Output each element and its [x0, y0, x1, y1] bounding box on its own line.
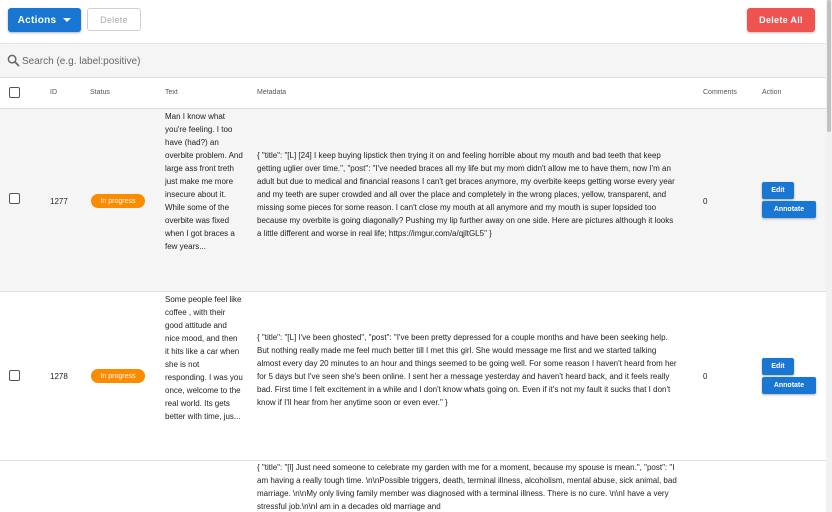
table-row — [0, 292, 826, 461]
search-input[interactable] — [22, 50, 422, 72]
header-metadata: Metadata — [257, 89, 287, 96]
row-metadata: { "title": "[l] Just need someone to celebrate my garden with me for a moment, because my spouse is mean.", "post": "I am having a really tough time. \n\nPossible triggers, death, terminal illness, alcoholism, mental abuse, sick animal, bad marriage. \n\nMy only living family member was diagnosed with a terminal illness. There is no cure. \n\nI have a very stressful job.\n\nI am in a decades old marriage and — [257, 463, 677, 511]
row-metadata: { "title": "[L] I've been ghosted", "post": "I've been pretty depressed for a couple months and have been seeking help. But nothing really made me feel much better till I met this girl. She would message me first and we started talking almost every day 20 minutes to an hour and things seemed to be going well. For some reason I haven't heard from her for 5 days but I've seen she's been online. I sent her a message yesterday and haven't heard back, and it feels really bad. First time I felt excitement in a while and I don't know whats going on. Even if it's not my fault it sucks that I don't know if I'll hear from her anytime soon or even ever." } — [257, 333, 677, 407]
header-text: Text — [165, 89, 178, 96]
row-text: Man I know what you're feeling. I too have (had?) an overbite problem. And large ass front treth just make me more insecure about it. While some of the overbite was fixed when I got braces a few years... — [165, 112, 243, 251]
delete-button[interactable]: Delete — [87, 8, 141, 31]
toolbar — [0, 0, 826, 44]
caret-down-icon — [63, 18, 71, 22]
search-icon — [7, 54, 20, 67]
status-badge: In progress — [91, 194, 145, 208]
row-metadata: { "title": "[L] [24] I keep buying lipstick then trying it on and feeling horrible about my mouth and bad teeth that keep getting uglier over time.", "post": "I've needed braces all my life but my mom didn't allow me to have them, now I'm an adult but due to medical and financial reasons I can't get braces anymore, my overbite keeps getting worse every year and my teeth are super crowded and all over the place and completely in the wrong places, yellow, transparent, and missing some pieces for some reason. I can't close my mouth at all anymore and my mouth is super lopsided too because my overbite is going diagonally? Pushing my lip further away on one side. Here are pictures although it looks a little different and worse in real life; https://imgur.com/a/qjltGL5" } — [257, 151, 675, 238]
row-checkbox[interactable] — [9, 193, 20, 204]
row-id: 1278 — [50, 372, 68, 381]
annotate-button[interactable]: Annotate — [762, 377, 816, 394]
table-row — [0, 109, 826, 292]
header-comments: Comments — [703, 89, 737, 96]
actions-button-label: Actions — [17, 14, 57, 26]
row-text: Some people feel like coffee , with their good attitude and nice mood, and then it hits like a car when she is not responding. I was you once, welcome to the real world. Its gets better with time, jus... — [165, 295, 243, 421]
row-checkbox[interactable] — [9, 370, 20, 381]
scrollbar-thumb[interactable] — [827, 0, 831, 132]
table-row — [0, 461, 826, 512]
edit-button[interactable]: Edit — [762, 182, 794, 199]
delete-all-button[interactable]: Delete All — [747, 8, 815, 32]
header-id: ID — [50, 89, 57, 96]
header-status: Status — [90, 89, 110, 96]
row-comments-count: 0 — [703, 197, 708, 206]
annotate-button[interactable]: Annotate — [762, 201, 816, 218]
actions-dropdown-button[interactable] — [8, 8, 81, 32]
status-badge: In progress — [91, 369, 145, 383]
edit-button[interactable]: Edit — [762, 358, 794, 375]
header-action: Action — [762, 89, 782, 96]
table-header — [0, 79, 826, 109]
row-id: 1277 — [50, 197, 68, 206]
select-all-checkbox[interactable] — [9, 87, 20, 98]
search-bar — [0, 44, 826, 78]
row-comments-count: 0 — [703, 372, 708, 381]
